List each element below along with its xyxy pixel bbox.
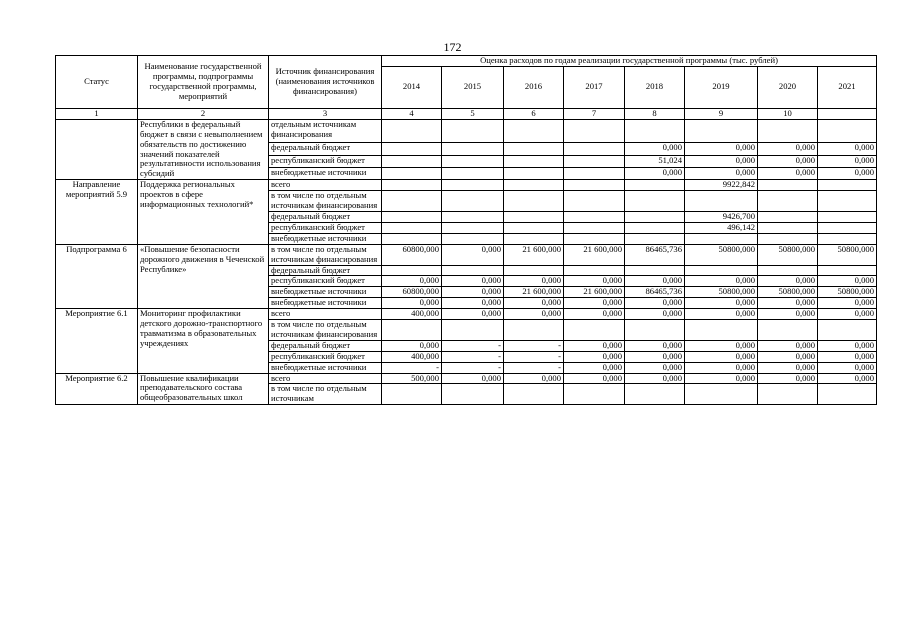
row-value: [442, 155, 504, 167]
row-value: [504, 155, 564, 167]
row-value: [758, 180, 818, 191]
row-value: 0,000: [625, 351, 685, 362]
row-value: 0,000: [685, 340, 758, 351]
row-status: Мероприятие 6.2: [56, 373, 138, 405]
row-value: 0,000: [758, 155, 818, 167]
row-value: 0,000: [382, 340, 442, 351]
row-value: [818, 191, 877, 212]
row-value: 0,000: [758, 351, 818, 362]
row-value: [758, 265, 818, 276]
table-row: [56, 373, 877, 384]
row-value: 0,000: [818, 143, 877, 155]
year-header: 2015: [442, 66, 504, 108]
year-header: 2020: [758, 66, 818, 108]
row-value: 0,000: [685, 373, 758, 384]
row-value: [504, 384, 564, 405]
row-source: федеральный бюджет: [269, 211, 382, 222]
row-value: [382, 143, 442, 155]
row-value: [685, 320, 758, 341]
row-value: 0,000: [758, 167, 818, 179]
table-row: [56, 244, 877, 265]
row-value: 0,000: [758, 362, 818, 373]
row-value: 0,000: [685, 298, 758, 309]
column-index: 4: [382, 108, 442, 119]
row-value: [504, 167, 564, 179]
row-value: [442, 320, 504, 341]
row-value: 0,000: [685, 362, 758, 373]
row-value: 0,000: [442, 276, 504, 287]
row-value: [382, 222, 442, 233]
year-header: 2018: [625, 66, 685, 108]
row-source: всего: [269, 309, 382, 320]
row-value: 51,024: [625, 155, 685, 167]
row-value: [564, 265, 625, 276]
row-source: внебюджетные источники: [269, 233, 382, 244]
row-value: [818, 211, 877, 222]
row-value: [382, 265, 442, 276]
column-index: 7: [564, 108, 625, 119]
row-source: в том числе по отдельным источникам финансирования: [269, 191, 382, 212]
column-index: 10: [758, 108, 818, 119]
row-value: 0,000: [625, 276, 685, 287]
row-value: 0,000: [564, 298, 625, 309]
row-value: [818, 119, 877, 142]
row-source: внебюджетные источники: [269, 167, 382, 179]
row-source: всего: [269, 373, 382, 384]
row-value: -: [442, 340, 504, 351]
year-header: 2016: [504, 66, 564, 108]
row-value: [625, 265, 685, 276]
row-value: [818, 233, 877, 244]
row-value: [504, 191, 564, 212]
row-value: 0,000: [442, 298, 504, 309]
row-source: федеральный бюджет: [269, 143, 382, 155]
row-value: [382, 320, 442, 341]
row-value: 86465,736: [625, 244, 685, 265]
row-value: 0,000: [382, 298, 442, 309]
row-value: 50800,000: [758, 244, 818, 265]
row-value: 0,000: [504, 373, 564, 384]
budget-table: [55, 55, 877, 405]
row-value: [564, 384, 625, 405]
row-value: 0,000: [758, 309, 818, 320]
row-source: республиканский бюджет: [269, 351, 382, 362]
row-value: [564, 233, 625, 244]
row-value: [382, 191, 442, 212]
row-value: 0,000: [564, 276, 625, 287]
row-value: 0,000: [818, 276, 877, 287]
row-value: [758, 191, 818, 212]
row-source: внебюджетные источники: [269, 298, 382, 309]
row-source: в том числе по отдельным источникам финансирования: [269, 244, 382, 265]
row-value: 50800,000: [685, 287, 758, 298]
row-value: [504, 233, 564, 244]
row-value: 0,000: [504, 309, 564, 320]
row-value: -: [504, 340, 564, 351]
row-value: [564, 191, 625, 212]
row-value: 0,000: [758, 340, 818, 351]
row-value: 0,000: [818, 362, 877, 373]
row-value: [382, 211, 442, 222]
row-value: 86465,736: [625, 287, 685, 298]
row-value: 0,000: [442, 373, 504, 384]
row-value: [442, 191, 504, 212]
row-source: внебюджетные источники: [269, 362, 382, 373]
row-value: 0,000: [685, 167, 758, 179]
row-value: 0,000: [504, 276, 564, 287]
year-header: 2017: [564, 66, 625, 108]
row-value: 50800,000: [685, 244, 758, 265]
row-value: [758, 320, 818, 341]
row-value: 60800,000: [382, 244, 442, 265]
row-value: 0,000: [625, 309, 685, 320]
row-value: 400,000: [382, 309, 442, 320]
row-value: [382, 180, 442, 191]
row-value: 0,000: [685, 351, 758, 362]
row-value: [685, 233, 758, 244]
row-value: 0,000: [564, 309, 625, 320]
row-value: [564, 155, 625, 167]
row-value: [758, 119, 818, 142]
year-header: 2019: [685, 66, 758, 108]
row-value: [442, 265, 504, 276]
row-status: Подпрограмма 6: [56, 244, 138, 308]
row-source: федеральный бюджет: [269, 340, 382, 351]
row-value: [442, 143, 504, 155]
row-value: 0,000: [685, 143, 758, 155]
row-value: [625, 211, 685, 222]
row-value: [382, 384, 442, 405]
row-value: [818, 222, 877, 233]
row-value: 0,000: [685, 309, 758, 320]
row-value: [442, 167, 504, 179]
row-value: [685, 265, 758, 276]
row-value: [442, 384, 504, 405]
row-source: отдельным источникам финансирования: [269, 119, 382, 142]
row-value: [818, 265, 877, 276]
row-name: Повышение квалификации преподавательского состава общеобразовательных школ: [138, 373, 269, 405]
row-value: [504, 211, 564, 222]
row-value: 0,000: [758, 298, 818, 309]
page-number: 172: [443, 40, 462, 54]
column-index: 2: [138, 108, 269, 119]
row-value: 0,000: [685, 276, 758, 287]
row-value: 21 600,000: [564, 287, 625, 298]
row-value: [442, 233, 504, 244]
header-status: Статус: [56, 56, 138, 109]
row-value: [504, 180, 564, 191]
row-value: 0,000: [625, 373, 685, 384]
year-header: 2014: [382, 66, 442, 108]
row-value: [625, 233, 685, 244]
row-value: 0,000: [625, 298, 685, 309]
row-value: 21 600,000: [564, 244, 625, 265]
row-value: 0,000: [564, 373, 625, 384]
row-value: 0,000: [818, 351, 877, 362]
row-value: [564, 143, 625, 155]
row-value: [625, 222, 685, 233]
row-value: [818, 180, 877, 191]
table-header: [56, 56, 877, 120]
row-value: [504, 119, 564, 142]
row-source: в том числе по отдельным источникам финансирования: [269, 320, 382, 341]
row-value: 21 600,000: [504, 287, 564, 298]
row-value: 50800,000: [758, 287, 818, 298]
row-value: 0,000: [564, 351, 625, 362]
row-value: 0,000: [758, 373, 818, 384]
row-value: [504, 320, 564, 341]
row-value: 0,000: [442, 287, 504, 298]
row-value: 0,000: [818, 340, 877, 351]
row-source: внебюджетные источники: [269, 287, 382, 298]
row-value: [818, 384, 877, 405]
row-value: 0,000: [442, 244, 504, 265]
row-value: [758, 384, 818, 405]
column-index: 1: [56, 108, 138, 119]
column-index: 6: [504, 108, 564, 119]
row-name: «Повышение безопасности дорожного движения в Чеченской Республике»: [138, 244, 269, 308]
column-index: 8: [625, 108, 685, 119]
row-value: [625, 191, 685, 212]
row-value: [382, 233, 442, 244]
row-value: [564, 211, 625, 222]
row-value: 0,000: [442, 309, 504, 320]
row-value: -: [504, 351, 564, 362]
table-row: [56, 119, 877, 142]
row-value: 0,000: [758, 276, 818, 287]
column-index: 9: [685, 108, 758, 119]
row-value: 0,000: [818, 309, 877, 320]
row-value: 50800,000: [818, 287, 877, 298]
header-name: Наименование государственной программы, подпрограммы государственной программы, мероприятий: [138, 56, 269, 109]
row-name: Поддержка региональных проектов в сфере информационных технологий*: [138, 180, 269, 244]
row-value: [564, 320, 625, 341]
row-value: [442, 222, 504, 233]
row-value: 0,000: [685, 155, 758, 167]
row-value: 60800,000: [382, 287, 442, 298]
row-source: республиканский бюджет: [269, 155, 382, 167]
row-value: 0,000: [625, 340, 685, 351]
row-value: 0,000: [382, 276, 442, 287]
row-source: в том числе по отдельным источникам: [269, 384, 382, 405]
row-value: [504, 222, 564, 233]
row-value: 0,000: [625, 143, 685, 155]
row-value: [685, 119, 758, 142]
header-estimate: Оценка расходов по годам реализации государственной программы (тыс. рублей): [382, 56, 877, 67]
row-value: [504, 143, 564, 155]
row-value: -: [382, 362, 442, 373]
row-value: [504, 265, 564, 276]
row-value: 9426,700: [685, 211, 758, 222]
row-value: [758, 222, 818, 233]
row-status: [56, 119, 138, 179]
row-value: 9922,842: [685, 180, 758, 191]
row-value: [818, 320, 877, 341]
column-index: 5: [442, 108, 504, 119]
row-value: -: [442, 362, 504, 373]
row-source: федеральный бюджет: [269, 265, 382, 276]
row-value: [685, 191, 758, 212]
row-value: 0,000: [818, 167, 877, 179]
row-source: всего: [269, 180, 382, 191]
row-value: 400,000: [382, 351, 442, 362]
row-value: [625, 384, 685, 405]
row-value: 0,000: [504, 298, 564, 309]
row-value: -: [504, 362, 564, 373]
row-value: [758, 233, 818, 244]
row-value: [564, 119, 625, 142]
row-value: 0,000: [758, 143, 818, 155]
row-value: 0,000: [564, 362, 625, 373]
row-value: [382, 155, 442, 167]
table-row: [56, 180, 877, 191]
row-source: республиканский бюджет: [269, 276, 382, 287]
header-source: Источник финансирования (наименования источников финансирования): [269, 56, 382, 109]
row-value: [758, 211, 818, 222]
row-value: [625, 119, 685, 142]
row-value: [564, 180, 625, 191]
row-value: -: [442, 351, 504, 362]
column-index: [818, 108, 877, 119]
table-body: [56, 119, 877, 404]
row-value: [685, 384, 758, 405]
row-value: [382, 167, 442, 179]
table-row: [56, 309, 877, 320]
row-status: Направление мероприятий 5.9: [56, 180, 138, 244]
row-name: Мониторинг профилактики детского дорожно-транспортного травматизма в образовательных учреждениях: [138, 309, 269, 373]
row-value: [442, 211, 504, 222]
row-value: 0,000: [818, 298, 877, 309]
row-source: республиканский бюджет: [269, 222, 382, 233]
row-value: 0,000: [818, 373, 877, 384]
year-header: 2021: [818, 66, 877, 108]
row-value: 0,000: [564, 340, 625, 351]
row-value: 50800,000: [818, 244, 877, 265]
row-value: [625, 320, 685, 341]
row-value: 496,142: [685, 222, 758, 233]
row-value: 0,000: [625, 167, 685, 179]
row-value: 0,000: [625, 362, 685, 373]
row-value: [382, 119, 442, 142]
row-value: 21 600,000: [504, 244, 564, 265]
row-value: [442, 119, 504, 142]
row-value: [442, 180, 504, 191]
row-value: 0,000: [818, 155, 877, 167]
row-value: 500,000: [382, 373, 442, 384]
column-index: 3: [269, 108, 382, 119]
row-name: Республики в федеральный бюджет в связи с невыполнением обязательств по достижению значений показателей результативности использования субсидий: [138, 119, 269, 179]
row-value: [625, 180, 685, 191]
row-status: Мероприятие 6.1: [56, 309, 138, 373]
row-value: [564, 167, 625, 179]
row-value: [564, 222, 625, 233]
